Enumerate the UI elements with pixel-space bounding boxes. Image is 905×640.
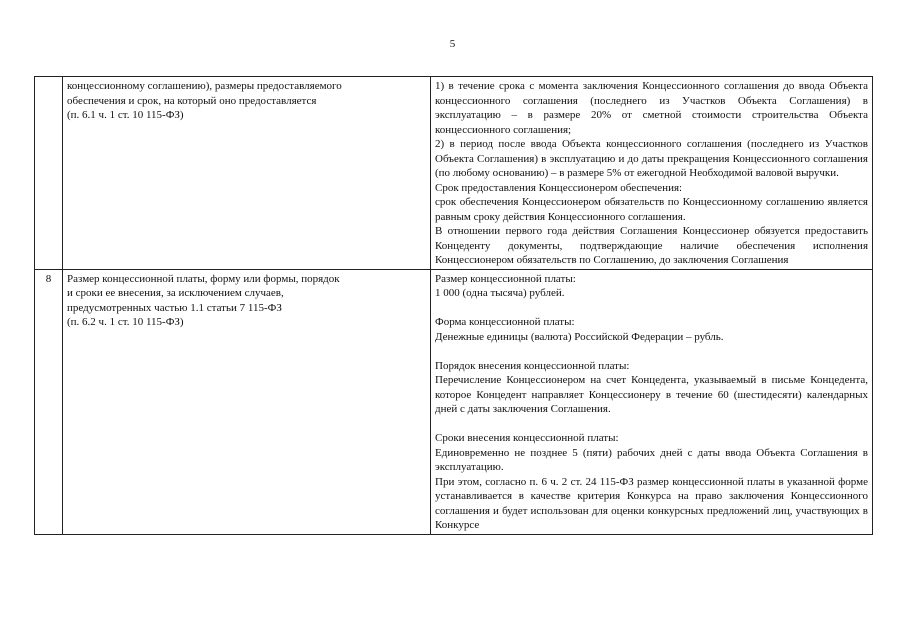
requirement-line: обеспечения и срок, на который оно предоставляется <box>67 94 317 107</box>
condition-paragraph: Форма концессионной платы: <box>435 316 575 328</box>
condition-paragraph: Сроки внесения концессионной платы: <box>435 432 619 444</box>
condition-paragraph: Порядок внесения концессионной платы: <box>435 359 630 372</box>
condition-cell <box>431 77 873 270</box>
condition-cell <box>431 269 873 534</box>
requirement-line: (п. 6.1 ч. 1 ст. 10 115-ФЗ) <box>67 109 184 121</box>
condition-paragraph: 1) в течение срока с момента заключения Концессионного соглашения до ввода Объекта концессионного соглашения (последнего из Участков Объекта Соглашения) в эксплуатацию – в размере 20% от сметной стоимости строительства Объекта концессионного соглашения; <box>435 80 868 136</box>
page-number: 5 <box>449 38 456 50</box>
condition-paragraph: Размер концессионной платы: <box>435 272 576 285</box>
condition-paragraph: При этом, согласно п. 6 ч. 2 ст. 24 115-ФЗ размер концессионной платы в указанной форме устанавливается в качестве критерия Конкурса на право заключения Концессионного соглашения и будет использован для оценки конкурсных предложений лиц, участвующих в Конкурсе <box>435 475 868 531</box>
requirement-cell <box>63 77 431 270</box>
condition-paragraph: 2) в период после ввода Объекта концессионного соглашения (последнего из Участков Объекта Соглашения) в эксплуатацию и до даты прекращения Концессионного соглашения (по любому основанию) – в размере 5% от ежегодной Необходимой валовой выручки. <box>435 138 868 179</box>
requirement-line: предусмотренных частью 1.1 статьи 7 115-ФЗ <box>67 301 282 314</box>
paragraph-spacer <box>435 301 868 316</box>
requirement-line: Размер концессионной платы, форму или формы, порядок <box>67 272 340 285</box>
paragraph-spacer <box>435 417 868 432</box>
table-row <box>35 77 873 270</box>
row-number-cell: 8 <box>35 269 63 534</box>
condition-paragraph: Денежные единицы (валюта) Российской Федерации – рубль. <box>435 330 724 343</box>
paragraph-spacer <box>435 344 868 359</box>
requirement-line: (п. 6.2 ч. 1 ст. 10 115-ФЗ) <box>67 316 184 328</box>
condition-paragraph: срок обеспечения Концессионером обязательств по Концессионному соглашению является равным сроку действия Концессионного соглашения. <box>435 196 868 223</box>
condition-paragraph: Срок предоставления Концессионером обеспечения: <box>435 181 683 194</box>
condition-paragraph: Единовременно не позднее 5 (пяти) рабочих дней с даты ввода Объекта Соглашения в эксплуатацию. <box>435 446 868 473</box>
requirement-line: концессионному соглашению), размеры предоставляемого <box>67 80 342 92</box>
table-row <box>35 269 873 534</box>
requirement-line: и сроки ее внесения, за исключением случаев, <box>67 287 284 299</box>
requirement-cell <box>63 269 431 534</box>
condition-paragraph: 1 000 (одна тысяча) рублей. <box>435 287 565 299</box>
condition-paragraph: В отношении первого года действия Соглашения Концессионер обязуется предоставить Концеденту документы, подтверждающие наличие обеспечения исполнения Концессионером обязательств по Соглашению, до заключения Соглашения <box>435 225 868 266</box>
condition-paragraph: Перечисление Концессионером на счет Концедента, указываемый в письме Концедента, которое Концедент направляет Концессионеру в течение 60 (шестидесяти) календарных дней с даты заключения Соглашения. <box>435 374 868 415</box>
row-number-cell <box>35 77 63 270</box>
concession-terms-table <box>34 76 873 535</box>
